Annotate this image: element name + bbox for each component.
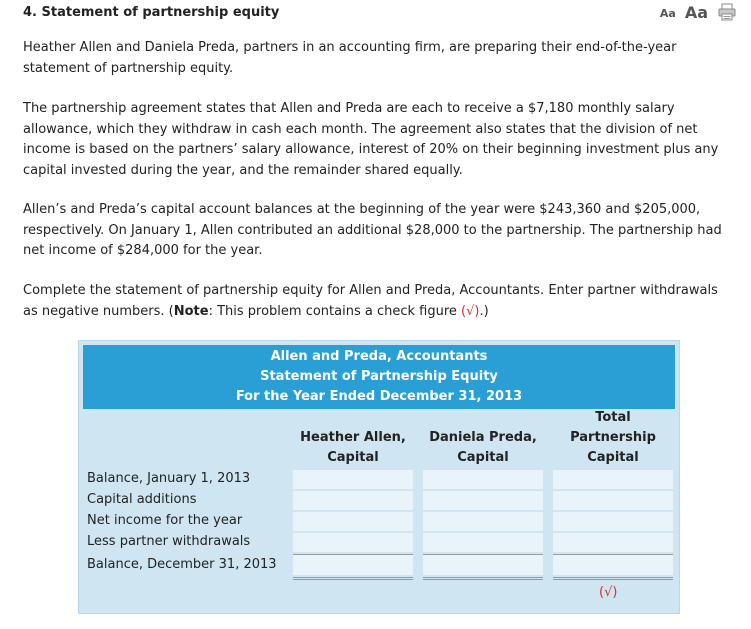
row-label-capital-additions: Capital additions bbox=[87, 492, 197, 507]
column-header-preda-line1: Daniela Preda, bbox=[429, 430, 537, 445]
column-header-total-line2: Partnership bbox=[570, 430, 656, 445]
total-ending-balance-input[interactable] bbox=[553, 554, 673, 575]
decrease-font-button[interactable]: Aa bbox=[659, 7, 676, 20]
allen-double-rule bbox=[293, 577, 413, 578]
row-label-withdrawals: Less partner withdrawals bbox=[87, 534, 251, 549]
company-name: Allen and Preda, Accountants bbox=[270, 349, 488, 364]
statement-name: Statement of Partnership Equity bbox=[260, 369, 498, 384]
total-beginning-balance-input[interactable] bbox=[553, 470, 673, 489]
instructions-text-a: Complete the statement of partnership equity for Allen and Preda, Accountants. Enter partner withdrawals as negative numbers. ( bbox=[23, 283, 718, 319]
allen-withdrawals-input[interactable] bbox=[293, 533, 413, 552]
column-header-preda-line2: Capital bbox=[457, 450, 509, 465]
note-label: Note bbox=[173, 303, 209, 319]
row-label-net-income: Net income for the year bbox=[87, 513, 243, 528]
preda-double-rule-lower bbox=[423, 579, 543, 580]
allen-double-rule-lower bbox=[293, 579, 413, 580]
preda-capital-additions-input[interactable] bbox=[423, 491, 543, 510]
preda-ending-balance-input[interactable] bbox=[423, 554, 543, 575]
preda-net-income-input[interactable] bbox=[423, 512, 543, 531]
agreement-paragraph: The partnership agreement states that Allen and Preda are each to receive a $7,180 monthly salary allowance, which they withdraw in cash each month. The agreement also states that the division of net income is based on the partners’ salary allowance, interest of 20% on their beginning investment plus any capital invested during the year, and the remainder shared equally. bbox=[23, 101, 719, 178]
column-header-preda bbox=[423, 428, 543, 468]
column-header-allen-line1: Heather Allen, bbox=[300, 430, 406, 445]
allen-capital-additions-input[interactable] bbox=[293, 491, 413, 510]
allen-ending-balance-input[interactable] bbox=[293, 554, 413, 575]
intro-paragraph: Heather Allen and Daniela Preda, partners in an accounting firm, are preparing their end-of-the-year statement of partnership equity. bbox=[23, 40, 677, 76]
preda-beginning-balance-input[interactable] bbox=[423, 470, 543, 489]
check-figure-marker: (√) bbox=[461, 303, 480, 319]
total-withdrawals-input[interactable] bbox=[553, 533, 673, 552]
instructions-text-c: .) bbox=[479, 303, 489, 319]
total-net-income-input[interactable] bbox=[553, 512, 673, 531]
instructions-text-b: : This problem contains a check figure bbox=[208, 303, 462, 319]
column-header-total-line1: Total bbox=[595, 410, 631, 425]
total-double-rule bbox=[553, 577, 673, 578]
column-header-allen bbox=[293, 428, 413, 468]
allen-net-income-input[interactable] bbox=[293, 512, 413, 531]
column-header-total-line3: Capital bbox=[587, 450, 639, 465]
statement-of-partnership-equity bbox=[78, 340, 680, 614]
increase-font-button[interactable]: Aa bbox=[684, 3, 708, 22]
column-header-allen-line2: Capital bbox=[327, 450, 379, 465]
column-header-total bbox=[553, 408, 673, 468]
total-double-rule-lower bbox=[553, 579, 673, 580]
font-size-controls bbox=[660, 2, 737, 22]
row-label-beginning-balance: Balance, January 1, 2013 bbox=[87, 471, 251, 486]
allen-beginning-balance-input[interactable] bbox=[293, 470, 413, 489]
statement-header bbox=[83, 345, 675, 409]
preda-withdrawals-input[interactable] bbox=[423, 533, 543, 552]
problem-title: 4. Statement of partnership equity bbox=[23, 5, 280, 20]
row-label-ending-balance: Balance, December 31, 2013 bbox=[87, 557, 277, 572]
statement-period: For the Year Ended December 31, 2013 bbox=[235, 389, 523, 404]
balances-paragraph: Allen’s and Preda’s capital account balances at the beginning of the year were $243,360 and $205,000, respectively. On January 1, Allen contributed an additional $28,000 to the partnership. The partnership had net income of $284,000 for the year. bbox=[23, 202, 722, 258]
check-figure-indicator: (√) bbox=[599, 585, 618, 600]
total-capital-additions-input[interactable] bbox=[553, 491, 673, 510]
print-icon[interactable] bbox=[717, 2, 737, 22]
instructions-paragraph bbox=[23, 281, 733, 322]
preda-double-rule bbox=[423, 577, 543, 578]
